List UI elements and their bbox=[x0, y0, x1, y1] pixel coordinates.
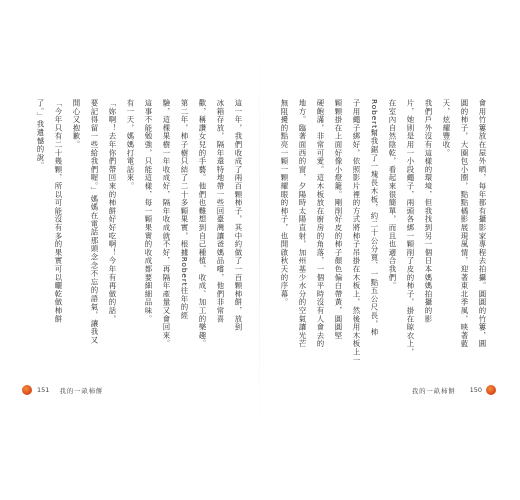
text-line: 「妳啊！去年你們帶回來的柿餅好好吃啊！今年有再做的話， bbox=[108, 99, 117, 324]
persimmon-dot-icon bbox=[486, 385, 496, 395]
text-line: 片，她則是用一小段繩子，兩頭各綁一顆削了皮的柿子，掛在晾衣上， bbox=[406, 99, 415, 357]
text-line: 「今年只有二十幾顆，所以可能沒有多的果實可以曬乾做柿餅 bbox=[54, 99, 63, 324]
right-page-footer bbox=[412, 383, 496, 397]
text-line: 了。」我遺憾的說。 bbox=[36, 99, 45, 170]
text-line: 冰箱存放，隔年還特地帶一些回臺灣讓爸媽品嚐，他們非常喜 bbox=[216, 99, 225, 324]
text-line: 有一天，媽媽打電話來。 bbox=[126, 99, 135, 191]
text-line: 地方。臨著面西的窗，夕陽時太陽直射，加州基少水分的空氣讓光芒 bbox=[298, 99, 307, 348]
text-line: Robert幫我鋸了一塊長木板，約二十公分寬、一點五公尺長，柿 bbox=[370, 99, 379, 337]
text-line: 這一年，我們收成了兩百顆柿子，其中約做了一百顆柿餅，放到 bbox=[234, 99, 243, 332]
text-line: 歡，稱讚女兒的手藝。他們也難想到自己種植、收成、加工的樂趣。 bbox=[198, 99, 207, 348]
text-line: 第二年，柿子樹只結了二十多顆果實，根據Robert往年的經 bbox=[180, 99, 189, 320]
text-line: 天，炫耀豐收。 bbox=[442, 99, 451, 158]
text-line: 圓的柿子，大圈包小圈，點點橘影展現風情，迎著東北季風，映著藍 bbox=[460, 99, 469, 348]
page-gutter bbox=[259, 40, 260, 440]
text-line: 無阻擾的點亮一顆一顆耀眼的柿子，也開啟秋天的序幕。 bbox=[280, 99, 289, 307]
page-number: 150 bbox=[469, 386, 482, 394]
text-line: 會用竹簍放在屋外晒，每年都有攝影家專程去拍攝。圓圓的竹簍，圓 bbox=[478, 99, 487, 348]
text-line: 這事不能勉強，只能這樣，每一顆果實的收成都要細細品味。 bbox=[144, 99, 153, 324]
page-number: 151 bbox=[37, 386, 50, 394]
persimmon-dot-icon bbox=[22, 385, 32, 395]
text-line: 開心又抱歉。 bbox=[72, 99, 81, 149]
text-line: 顆顆掛在上面好像小燈籠。剛削好皮的柿子顏色偏白帶黃，圓圓堅 bbox=[334, 99, 343, 340]
running-title: 我的一畝柿餅 bbox=[411, 386, 456, 395]
text-line: 我們戶外沒有這樣的環境，但我找到另一個日本媽媽拍攝的影 bbox=[424, 99, 433, 324]
left-page-footer bbox=[22, 383, 103, 397]
text-line: 在室內自然陰乾，看起來很簡單，而且也適合我們。 bbox=[388, 99, 397, 290]
running-title: 我的一畝柿餅 bbox=[59, 386, 104, 395]
text-line: 子用繩子綁好，依照影片裡的方式將柿子吊掛在木板上，然後用木板上一 bbox=[352, 99, 361, 365]
text-line: 要記得留一些給我們喔。」媽媽在電話那頭念念不忘的語氣，讓我又 bbox=[90, 99, 99, 345]
text-line: 硬飽滿，非常可愛。這木板放在廚房的角落，一個平時沒有人會去的 bbox=[316, 99, 325, 348]
text-line: 驗，這棵果樹一年收成好，隔年收成就不好，再隔年產量又會回來。 bbox=[162, 99, 171, 348]
